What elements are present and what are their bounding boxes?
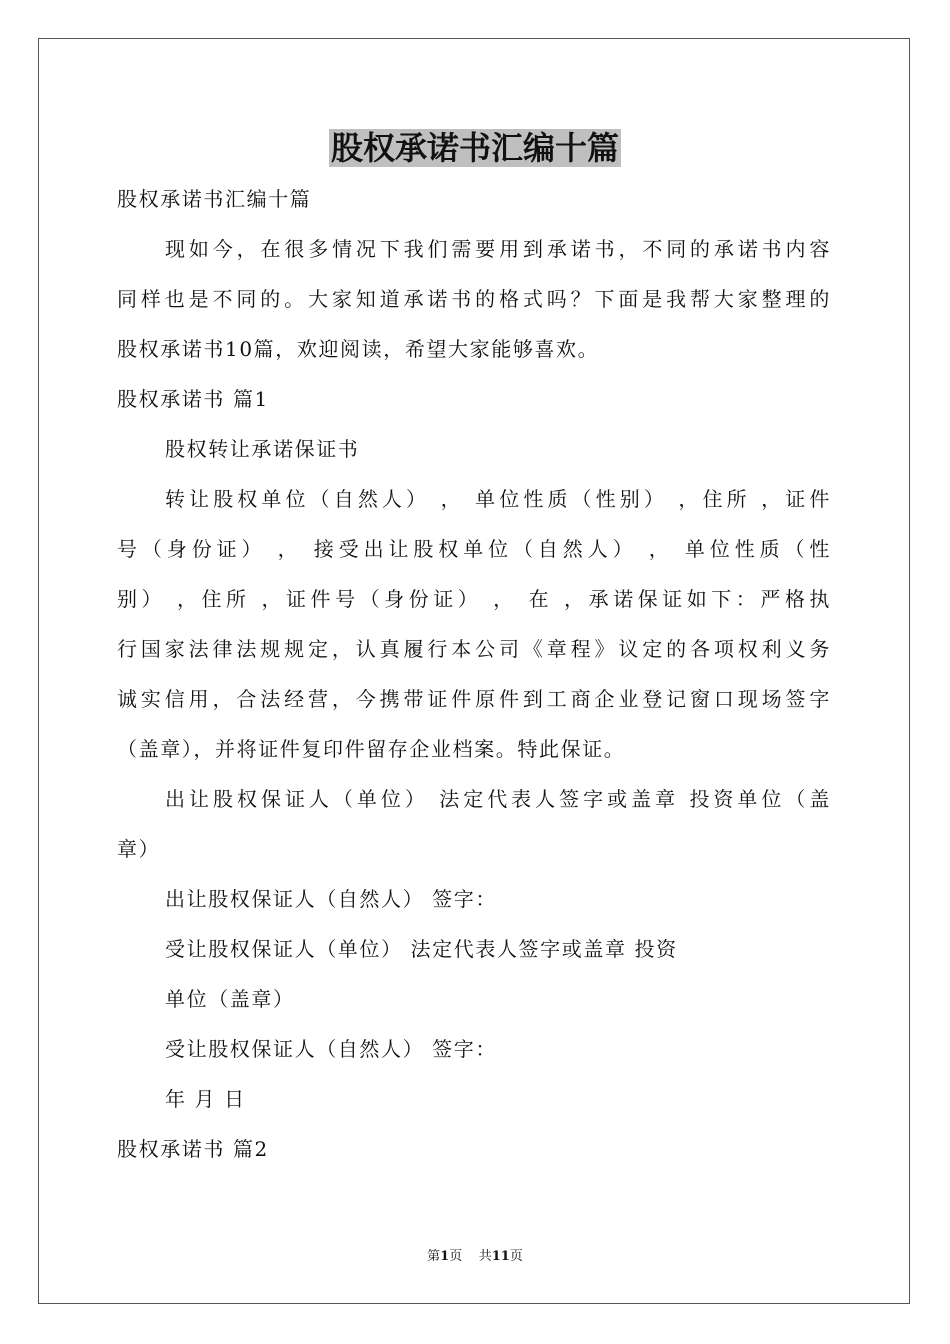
subtitle-line: 股权承诺书汇编十篇 <box>117 187 312 211</box>
signature-line-5: 单位（盖章） <box>165 987 295 1011</box>
document-title <box>0 128 950 168</box>
footer-mid: 页 共 <box>449 1249 492 1264</box>
section-heading-2: 股权承诺书 篇2 <box>117 1137 269 1161</box>
footer-pre: 第 <box>427 1249 441 1264</box>
page-footer <box>0 1248 950 1266</box>
signature-line-3: 出让股权保证人（自然人） 签字： <box>165 887 497 911</box>
body-line-4: 行国家法律法规规定，认真履行本公司《章程》议定的各项权利义务 <box>117 637 831 661</box>
signature-line-4: 受让股权保证人（单位） 法定代表人签字或盖章 投资 <box>165 937 678 961</box>
signature-line-1: 出让股权保证人（单位） 法定代表人签字或盖章 投资单位（盖 <box>165 787 831 811</box>
body-line-6: （盖章），并将证件复印件留存企业档案。特此保证。 <box>117 737 626 761</box>
intro-line-1: 现如今，在很多情况下我们需要用到承诺书，不同的承诺书内容 <box>165 237 831 261</box>
body-line-2: 号（身份证） ， 接受出让股权单位（自然人） ， 单位性质（性 <box>117 537 831 561</box>
body-line-5: 诚实信用，合法经营，今携带证件原件到工商企业登记窗口现场签字 <box>117 687 831 711</box>
footer-total-pages: 11 <box>491 1249 510 1264</box>
document-title-text: 股权承诺书汇编十篇 <box>330 129 619 167</box>
signature-line-6: 受让股权保证人（自然人） 签字： <box>165 1037 497 1061</box>
section-heading-1: 股权承诺书 篇1 <box>117 387 269 411</box>
body-line-1: 转让股权单位（自然人） ， 单位性质（性别） ，住所 ，证件 <box>165 487 831 511</box>
letter-title: 股权转让承诺保证书 <box>165 437 360 461</box>
intro-line-2: 同样也是不同的。大家知道承诺书的格式吗？下面是我帮大家整理的 <box>117 287 831 311</box>
body-line-3: 别） ，住所 ，证件号（身份证） ， 在 ，承诺保证如下：严格执 <box>117 587 831 611</box>
footer-post: 页 <box>509 1249 523 1264</box>
date-line: 年 月 日 <box>165 1087 246 1111</box>
footer-page-number: 1 <box>440 1249 450 1264</box>
signature-line-2: 章） <box>117 837 161 861</box>
page-border <box>38 38 910 1304</box>
intro-line-3: 股权承诺书10篇，欢迎阅读，希望大家能够喜欢。 <box>117 337 600 361</box>
